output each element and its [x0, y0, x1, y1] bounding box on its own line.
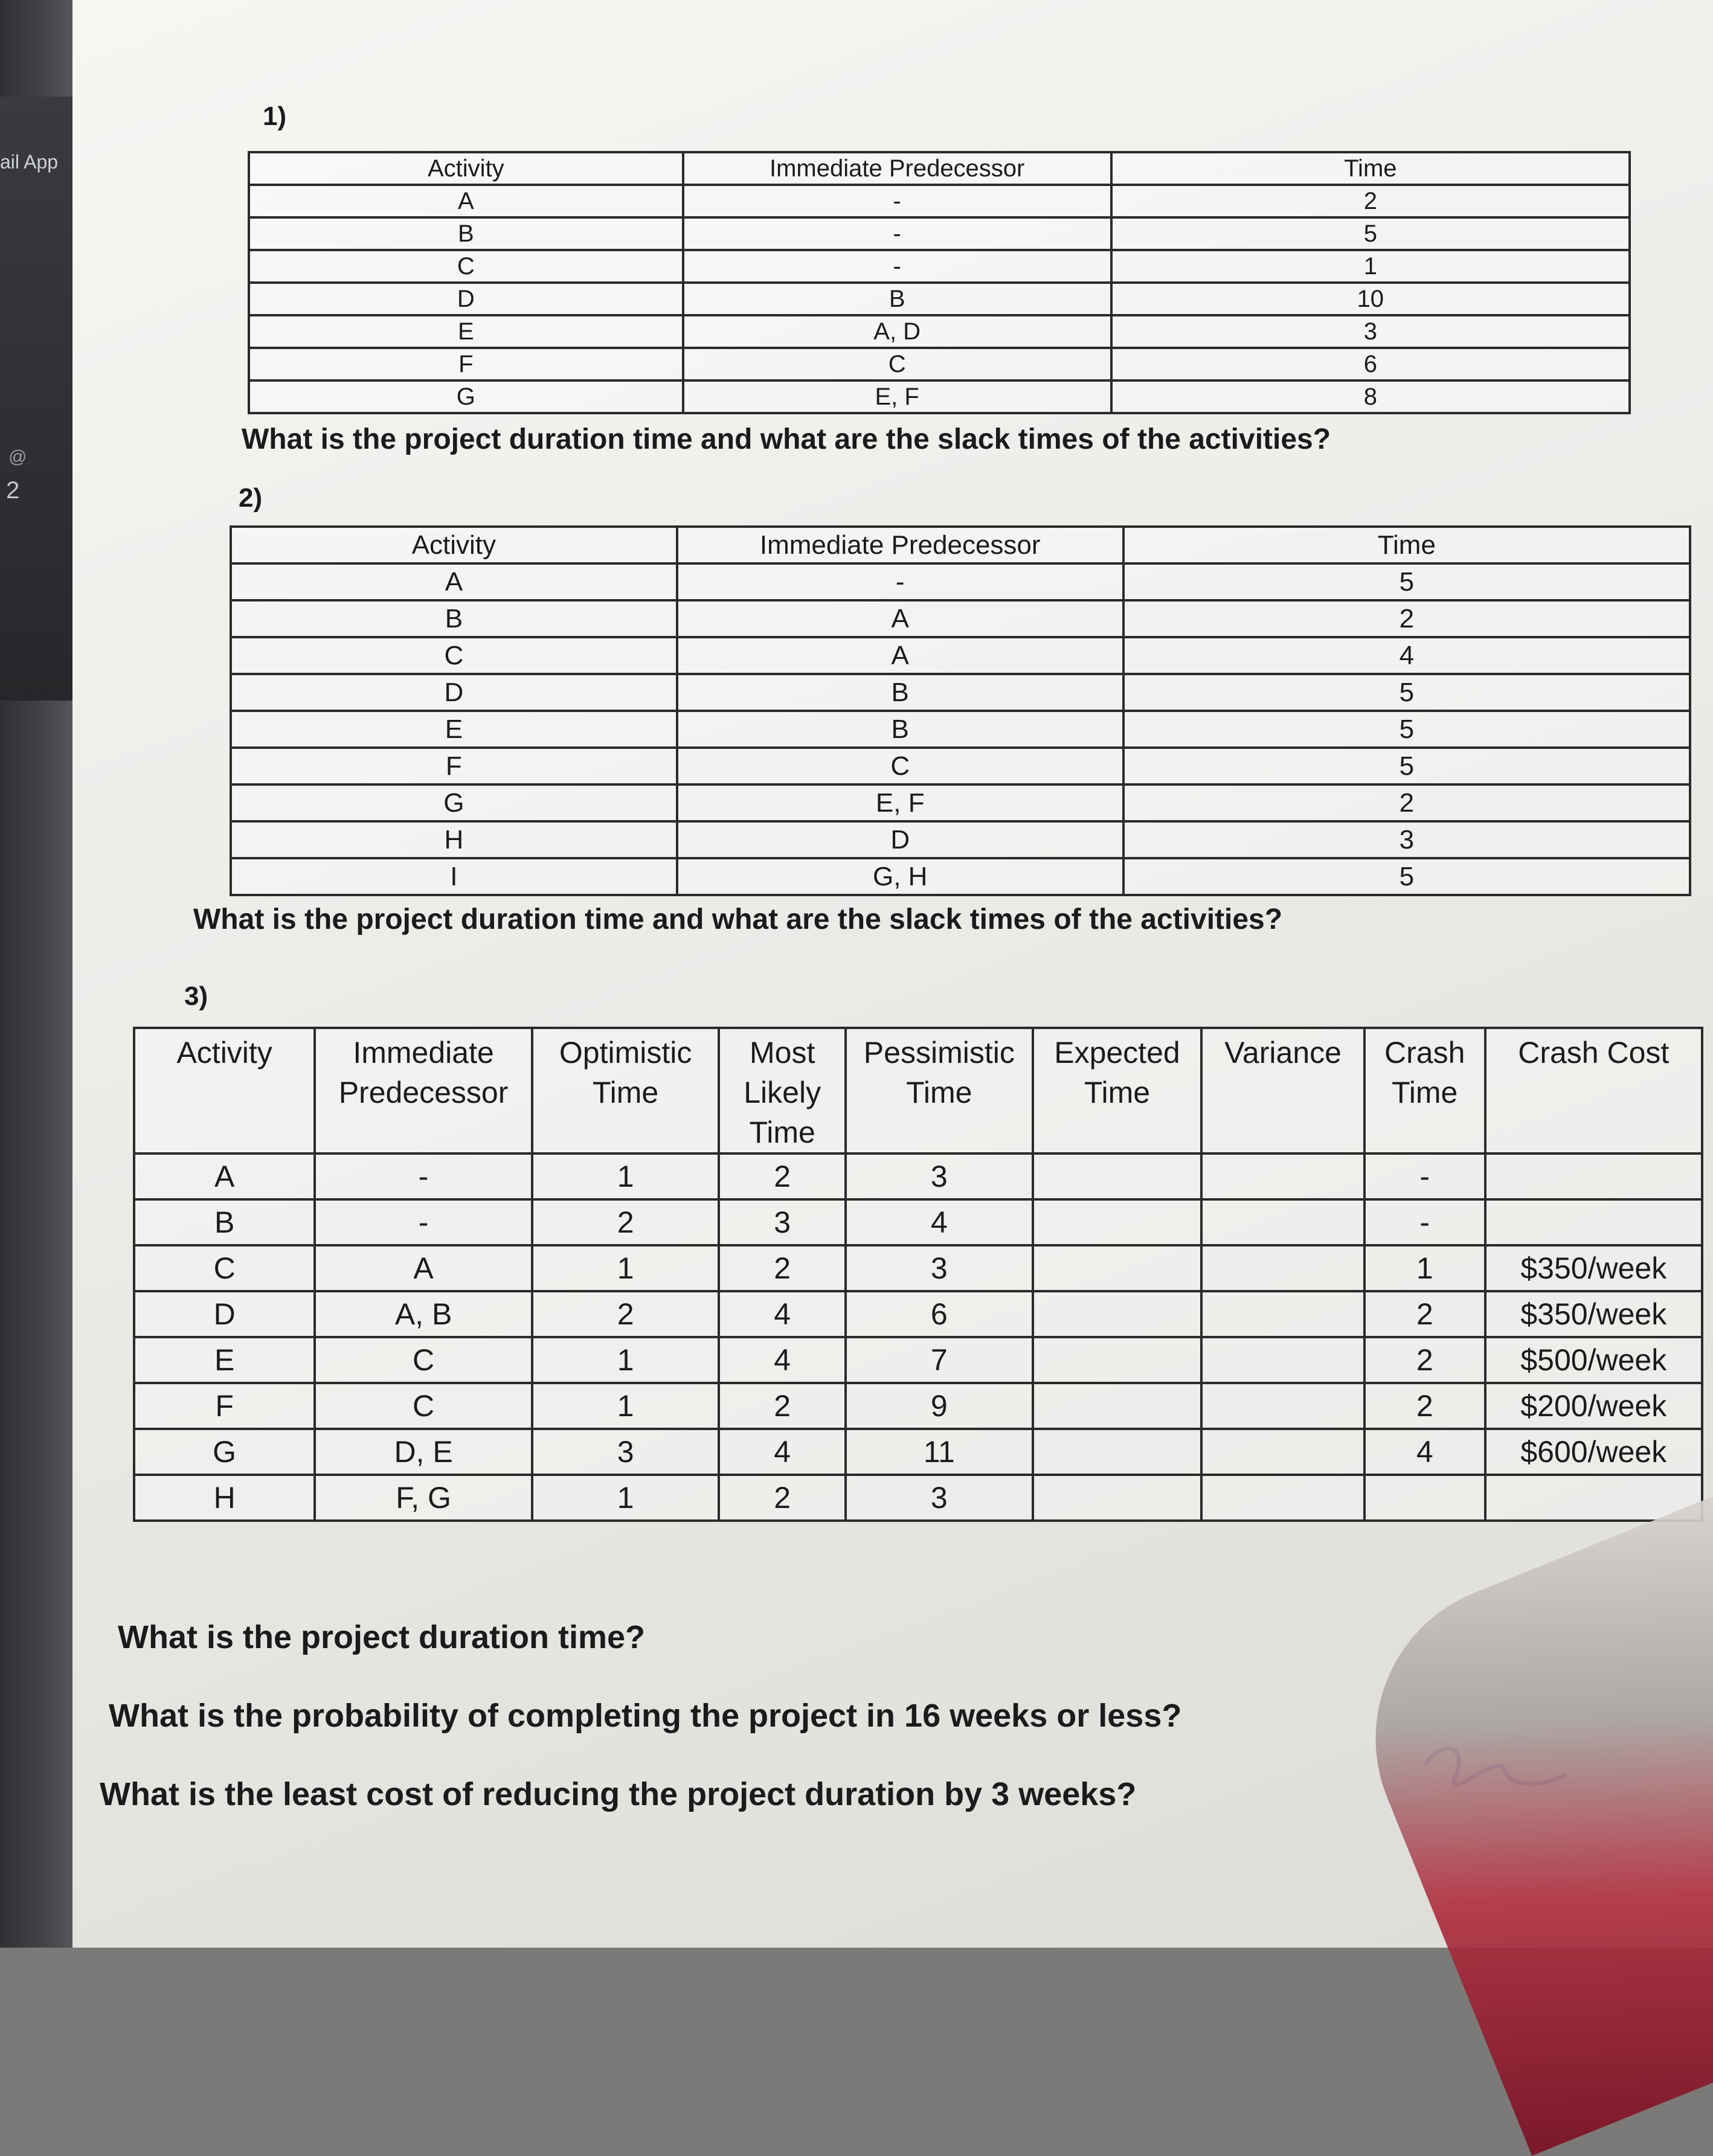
problem2-header-activity: Activity: [231, 527, 677, 563]
cell: 2: [1123, 784, 1690, 821]
table-row: [231, 674, 1690, 711]
cell: [1033, 1153, 1202, 1199]
table-row: [231, 563, 1690, 600]
cell: -: [1364, 1153, 1485, 1199]
cell: 2: [719, 1475, 846, 1521]
cell: 4: [719, 1337, 846, 1383]
cell: G: [231, 784, 677, 821]
problem3-header-activity: Activity: [134, 1028, 315, 1153]
cell: A: [677, 637, 1123, 674]
cell: -: [315, 1199, 532, 1245]
cell: $500/week: [1485, 1337, 1702, 1383]
cell: F, G: [315, 1475, 532, 1521]
cell: G: [134, 1429, 315, 1475]
table-row: [134, 1337, 1702, 1383]
cell: B: [134, 1199, 315, 1245]
table-row: [249, 315, 1630, 348]
cell: E: [231, 711, 677, 748]
table-row: [134, 1429, 1702, 1475]
problem3-question-duration: What is the project duration time?: [118, 1619, 646, 1655]
cell: [1201, 1475, 1364, 1521]
cell: 2: [532, 1199, 719, 1245]
cell: 3: [719, 1199, 846, 1245]
cell: [1033, 1199, 1202, 1245]
cell: 1: [532, 1245, 719, 1291]
problem3-table: [133, 1027, 1703, 1522]
cell: 8: [1111, 380, 1630, 413]
problem3-header-most-likely: Most Likely Time: [719, 1028, 846, 1153]
cell: [1201, 1337, 1364, 1383]
cell: D: [134, 1291, 315, 1337]
cell: 4: [846, 1199, 1033, 1245]
cell: H: [134, 1475, 315, 1521]
cell: $600/week: [1485, 1429, 1702, 1475]
cell: 2: [1111, 185, 1630, 217]
cell: 5: [1123, 858, 1690, 895]
cell: -: [1364, 1199, 1485, 1245]
table-row: [231, 858, 1690, 895]
cell: D, E: [315, 1429, 532, 1475]
cell: A: [677, 600, 1123, 637]
table-row: [134, 1291, 1702, 1337]
cell: 3: [846, 1153, 1033, 1199]
problem2-number: 2): [239, 483, 263, 513]
problem3-header-variance: Variance: [1201, 1028, 1364, 1153]
cell: B: [677, 674, 1123, 711]
problem2-header-predecessor: Immediate Predecessor: [677, 527, 1123, 563]
problem1-header-activity: Activity: [249, 152, 683, 185]
cell: 2: [1364, 1337, 1485, 1383]
cell: E, F: [677, 784, 1123, 821]
cell: 1: [532, 1337, 719, 1383]
problem2-table: [230, 525, 1691, 896]
cell: A: [249, 185, 683, 217]
cell: 3: [1123, 821, 1690, 858]
table-row: [134, 1475, 1702, 1521]
table-row: [231, 821, 1690, 858]
cell: $350/week: [1485, 1291, 1702, 1337]
table-row: [249, 283, 1630, 315]
cell: [1033, 1383, 1202, 1429]
cell: [1033, 1475, 1202, 1521]
cell: 5: [1111, 217, 1630, 250]
cell: 3: [846, 1475, 1033, 1521]
cell: 5: [1123, 563, 1690, 600]
cell: 6: [846, 1291, 1033, 1337]
cell: A, D: [683, 315, 1111, 348]
cell: 3: [846, 1245, 1033, 1291]
cell: 4: [1364, 1429, 1485, 1475]
problem3-header-expected: Expected Time: [1033, 1028, 1202, 1153]
cell: A, B: [315, 1291, 532, 1337]
cell: 5: [1123, 748, 1690, 784]
problem3-header-optimistic: Optimistic Time: [532, 1028, 719, 1153]
cell: [1201, 1383, 1364, 1429]
table-row: [134, 1245, 1702, 1291]
problem3-header-row: [134, 1028, 1702, 1153]
cell: [1485, 1199, 1702, 1245]
cell: 4: [719, 1429, 846, 1475]
cell: 2: [719, 1245, 846, 1291]
problem1-header-row: [249, 152, 1630, 185]
cell: 1: [532, 1153, 719, 1199]
cell: C: [249, 250, 683, 283]
cell: 2: [719, 1153, 846, 1199]
cell: B: [677, 711, 1123, 748]
cell: [1201, 1245, 1364, 1291]
problem2-header-row: [231, 527, 1690, 563]
cell: -: [683, 250, 1111, 283]
cell: -: [683, 217, 1111, 250]
cell: 7: [846, 1337, 1033, 1383]
cell: C: [315, 1383, 532, 1429]
problem3-question-least-cost: What is the least cost of reducing the project duration by 3 weeks?: [100, 1776, 1137, 1812]
cell: 1: [1111, 250, 1630, 283]
cell: [1485, 1153, 1702, 1199]
table-row: [134, 1199, 1702, 1245]
laptop-screen: [0, 97, 72, 701]
cell: 9: [846, 1383, 1033, 1429]
laptop-edge: [0, 0, 82, 1948]
cell: [1033, 1429, 1202, 1475]
cell: E: [249, 315, 683, 348]
laptop-at-icon: @: [8, 447, 27, 467]
cell: [1033, 1337, 1202, 1383]
problem1-header-time: Time: [1111, 152, 1630, 185]
cell: 5: [1123, 674, 1690, 711]
cell: 3: [1111, 315, 1630, 348]
cell: E, F: [683, 380, 1111, 413]
cell: 11: [846, 1429, 1033, 1475]
cell: -: [683, 185, 1111, 217]
cell: 2: [1364, 1291, 1485, 1337]
cell: E: [134, 1337, 315, 1383]
cell: -: [677, 563, 1123, 600]
cell: 1: [532, 1383, 719, 1429]
table-row: [134, 1153, 1702, 1199]
problem1-number: 1): [263, 101, 287, 131]
table-row: [231, 711, 1690, 748]
cell: [1201, 1199, 1364, 1245]
problem1-table: [248, 151, 1631, 414]
table-row: [249, 380, 1630, 413]
cell: [1364, 1475, 1485, 1521]
cell: 2: [719, 1383, 846, 1429]
cell: I: [231, 858, 677, 895]
cell: C: [315, 1337, 532, 1383]
cell: F: [249, 348, 683, 380]
cell: A: [134, 1153, 315, 1199]
table-row: [249, 185, 1630, 217]
cell: A: [315, 1245, 532, 1291]
cell: 1: [1364, 1245, 1485, 1291]
laptop-badge: 2: [6, 477, 20, 504]
cell: 2: [532, 1291, 719, 1337]
cell: C: [683, 348, 1111, 380]
cell: [1201, 1291, 1364, 1337]
cell: F: [134, 1383, 315, 1429]
cell: -: [315, 1153, 532, 1199]
cell: 3: [532, 1429, 719, 1475]
cell: G, H: [677, 858, 1123, 895]
problem3-number: 3): [184, 981, 208, 1011]
cell: B: [231, 600, 677, 637]
table-row: [231, 600, 1690, 637]
problem3-header-crash-cost: Crash Cost: [1485, 1028, 1702, 1153]
cell: D: [249, 283, 683, 315]
cell: $200/week: [1485, 1383, 1702, 1429]
table-row: [249, 348, 1630, 380]
cell: D: [231, 674, 677, 711]
problem1-question: What is the project duration time and what are the slack times of the activities?: [242, 423, 1331, 455]
cell: 5: [1123, 711, 1690, 748]
cell: 2: [1364, 1383, 1485, 1429]
table-row: [231, 637, 1690, 674]
problem3-header-pessimistic: Pessimistic Time: [846, 1028, 1033, 1153]
problem2-question: What is the project duration time and what are the slack times of the activities?: [193, 903, 1283, 935]
cell: A: [231, 563, 677, 600]
cell: 1: [532, 1475, 719, 1521]
problem2-header-time: Time: [1123, 527, 1690, 563]
cell: 2: [1123, 600, 1690, 637]
cell: C: [134, 1245, 315, 1291]
cell: [1033, 1245, 1202, 1291]
laptop-app-label: ail App: [0, 151, 59, 173]
cell: H: [231, 821, 677, 858]
cell: G: [249, 380, 683, 413]
problem3-question-probability: What is the probability of completing the project in 16 weeks or less?: [109, 1698, 1182, 1734]
cell: 6: [1111, 348, 1630, 380]
cell: 10: [1111, 283, 1630, 315]
table-row: [231, 748, 1690, 784]
table-row: [134, 1383, 1702, 1429]
cell: 4: [1123, 637, 1690, 674]
cell: C: [231, 637, 677, 674]
cell: C: [677, 748, 1123, 784]
cell: [1201, 1153, 1364, 1199]
cell: $350/week: [1485, 1245, 1702, 1291]
table-row: [249, 217, 1630, 250]
problem1-header-predecessor: Immediate Predecessor: [683, 152, 1111, 185]
table-row: [249, 250, 1630, 283]
problem3-header-crash-time: Crash Time: [1364, 1028, 1485, 1153]
problem3-header-predecessor: Immediate Predecessor: [315, 1028, 532, 1153]
cell: B: [249, 217, 683, 250]
table-row: [231, 784, 1690, 821]
cell: F: [231, 748, 677, 784]
cell: D: [677, 821, 1123, 858]
cell: [1201, 1429, 1364, 1475]
cell: 4: [719, 1291, 846, 1337]
cell: B: [683, 283, 1111, 315]
cell: [1033, 1291, 1202, 1337]
